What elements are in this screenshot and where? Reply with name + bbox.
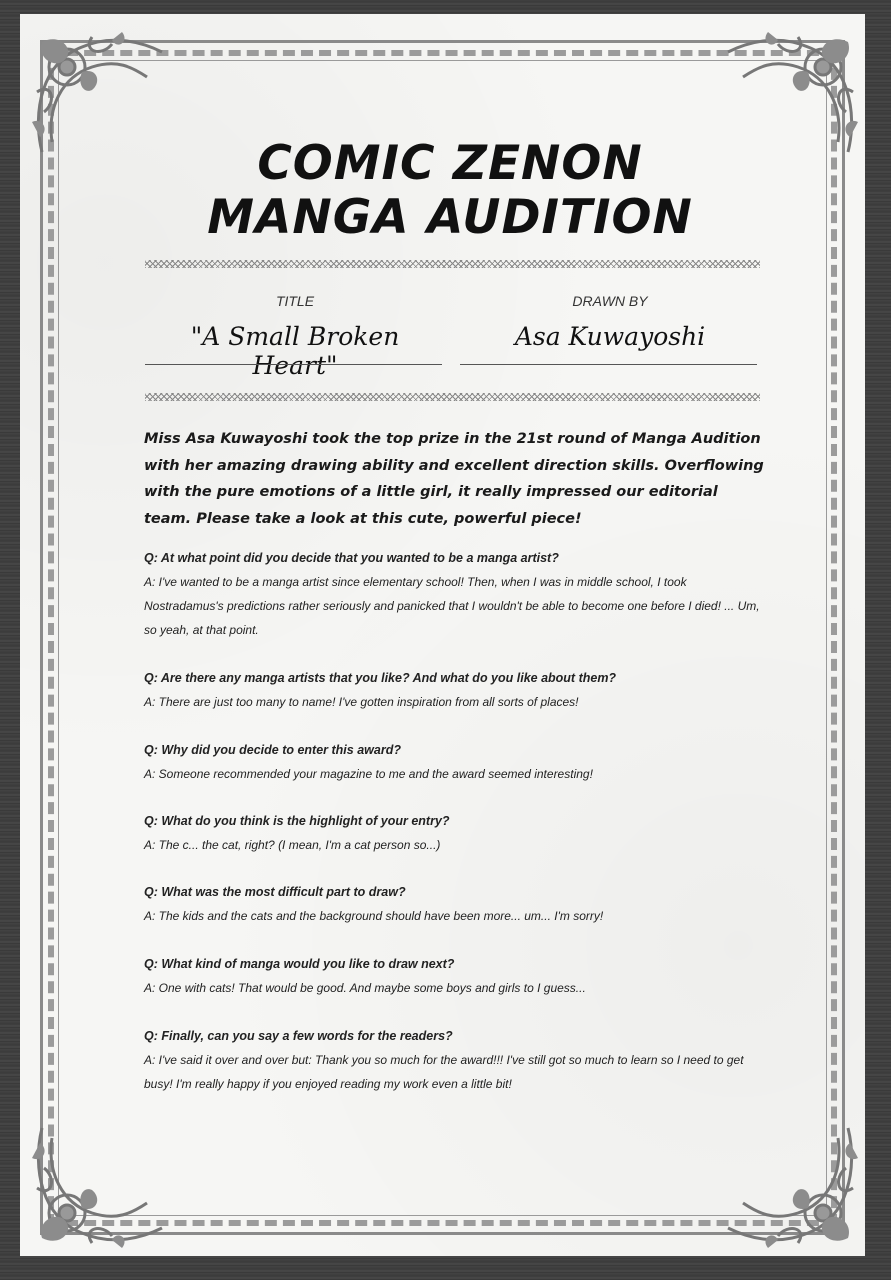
intro-paragraph: Miss Asa Kuwayoshi took the top prize in the 21st round of Manga Audition with her amazing drawing ability and excellent direction skills. Overflowing with the pure emotions of a little girl, it really impressed our editorial team. Please take a look at this cute, powerful piece! [144,431,764,527]
page-title-line1: COMIC ZENON [257,136,643,191]
qa-item [144,738,766,786]
answer-text: A: I've wanted to be a manga artist since elementary school! Then, when I was in middle school, I took Nostradamus's predictions rather seriously and panicked that I wouldn't be able to become one before I died! ... Um, so yeah, at that point. [144,575,760,637]
drawn-by-underline [460,364,757,365]
qa-item [144,546,766,642]
drawn-by-value: Asa Kuwayoshi [514,322,706,351]
corner-ornament-icon [718,1108,868,1258]
question-text: Q: Are there any manga artists that you like? And what do you like about them? [144,671,617,685]
question-text: Q: At what point did you decide that you wanted to be a manga artist? [144,551,559,565]
question-text: Q: What was the most difficult part to draw? [144,885,406,899]
divider-bottom [145,393,760,401]
question-text: Q: Finally, can you say a few words for the readers? [144,1029,453,1043]
answer-text: A: Someone recommended your magazine to me and the award seemed interesting! [144,767,593,781]
page-title-line2: MANGA AUDITION [207,190,693,245]
drawn-by-label: DRAWN BY [572,293,648,309]
qa-item [144,809,766,857]
answer-text: A: The kids and the cats and the background should have been more... um... I'm sorry! [144,909,604,923]
title-underline [145,364,442,365]
question-text: Q: What kind of manga would you like to draw next? [144,957,455,971]
title-value: "A Small Broken Heart" [190,322,400,380]
qa-item [144,880,766,928]
qa-item [144,1024,766,1096]
question-text: Q: Why did you decide to enter this award? [144,743,401,757]
divider-top [145,260,760,268]
answer-text: A: I've said it over and over but: Thank you so much for the award!!! I've still got so much to learn so I need to get busy! I'm really happy if you enjoyed reading my work even a little bit! [144,1053,744,1091]
answer-text: A: The c... the cat, right? (I mean, I'm a cat person so...) [144,838,441,852]
answer-text: A: One with cats! That would be good. And maybe some boys and girls to I guess... [144,981,586,995]
question-text: Q: What do you think is the highlight of your entry? [144,814,450,828]
qa-item [144,952,766,1000]
corner-ornament-icon [22,1108,172,1258]
qa-item [144,666,766,714]
title-label: TITLE [275,293,315,309]
answer-text: A: There are just too many to name! I've gotten inspiration from all sorts of places! [144,695,579,709]
